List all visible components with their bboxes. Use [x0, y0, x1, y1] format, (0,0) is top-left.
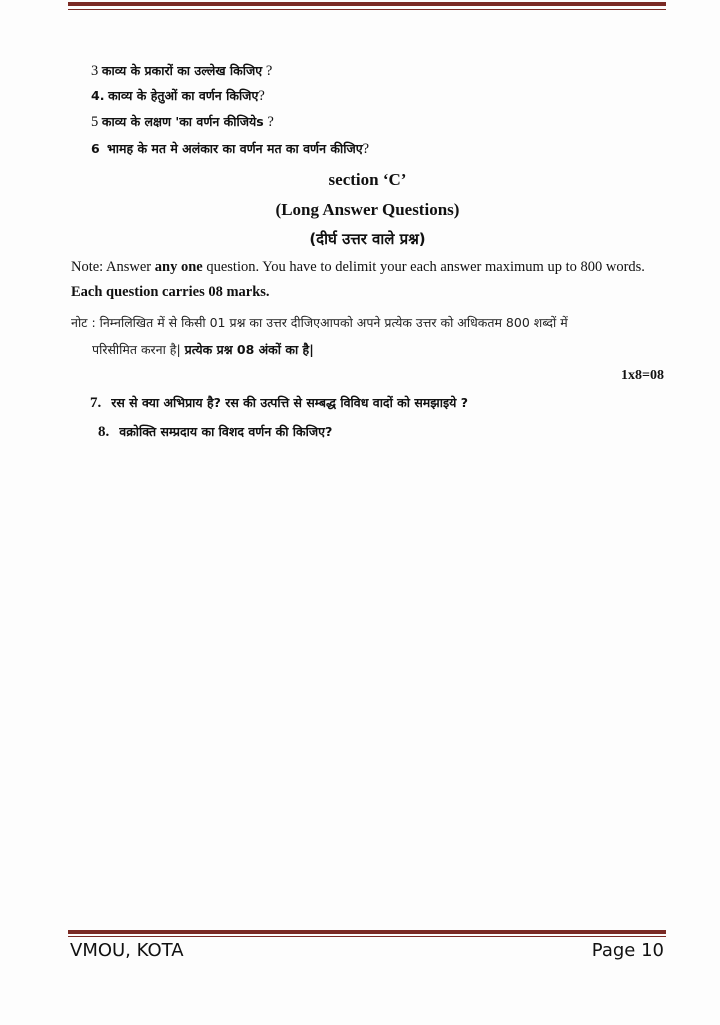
footer-rule: [68, 930, 666, 934]
header-rule: [68, 2, 666, 6]
marks-scheme: 1x8=08: [621, 368, 664, 383]
question-8: 8. वक्रोक्ति सम्प्रदाय का विशद वर्णन की किजिए?: [98, 424, 333, 440]
note-english: Note: Answer any one question. You have to delimit your each answer maximum up to 800 words. Each question carries 08 marks.: [71, 259, 645, 300]
section-title: section ‘C’: [328, 170, 407, 189]
note-hindi-line2: परिसीमित करना है| प्रत्येक प्रश्न 08 अंकों का है|: [92, 342, 314, 357]
note-hindi-line1: नोट : निम्नलिखित में से किसी 01 प्रश्न का उत्तर दीजिएआपको अपने प्रत्येक उत्तर को अधिकतम 800 शब्दों में: [71, 315, 568, 330]
question-5: 5 काव्य के लक्षण 'का वर्णन कीजियेs ?: [91, 114, 274, 130]
question-4: 4. काव्य के हेतुओं का वर्णन किजिए?: [91, 88, 265, 104]
question-3: 3 काव्य के प्रकारों का उल्लेख किजिए ?: [91, 63, 273, 79]
question-6: 6 भामह के मत मे अलंकार का वर्णन मत का वर्णन कीजिए?: [91, 141, 370, 157]
header-rule-thin: [68, 9, 666, 10]
page-number: Page 10: [591, 940, 664, 961]
footer-institution: VMOU, KOTA: [70, 940, 184, 961]
section-subtitle-hindi: (दीर्घ उत्तर वाले प्रश्न): [309, 230, 426, 248]
footer-rule-thin: [68, 936, 666, 937]
question-7: 7. रस से क्या अभिप्राय है? रस की उत्पत्ति से सम्बद्ध विविध वादों को समझाइये ?: [90, 395, 468, 411]
section-subtitle: (Long Answer Questions): [275, 200, 460, 219]
